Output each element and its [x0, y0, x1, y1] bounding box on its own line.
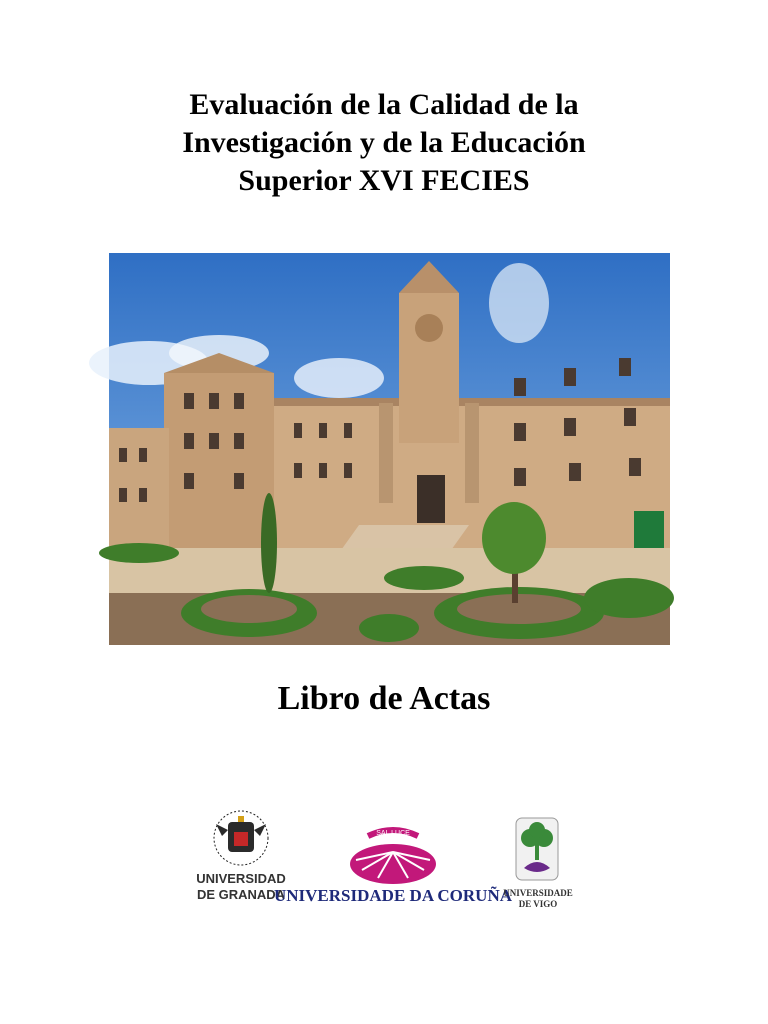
granada-line-1: UNIVERSIDAD: [196, 871, 286, 886]
book-subtitle: Libro de Actas: [277, 680, 491, 717]
vigo-line-1: UNIVERSIDADE: [503, 888, 573, 898]
title-line-3: Superior XVI FECIES: [238, 164, 530, 197]
universidade-de-vigo-logo: [492, 812, 584, 912]
title-line-2: Investigación y de la Educación: [182, 126, 586, 159]
cover-photo: [109, 253, 670, 645]
universidade-da-coruna-logo: [273, 822, 513, 910]
granada-line-2: DE GRANADA: [196, 887, 286, 902]
document-title: [84, 86, 684, 200]
coruna-motto: SAL LUCE: [376, 830, 410, 837]
vigo-line-2: DE VIGO: [518, 899, 558, 909]
title-line-1: Evaluación de la Calidad de la: [189, 88, 579, 121]
coruna-name: UNIVERSIDADE DA CORUÑA: [273, 886, 513, 905]
